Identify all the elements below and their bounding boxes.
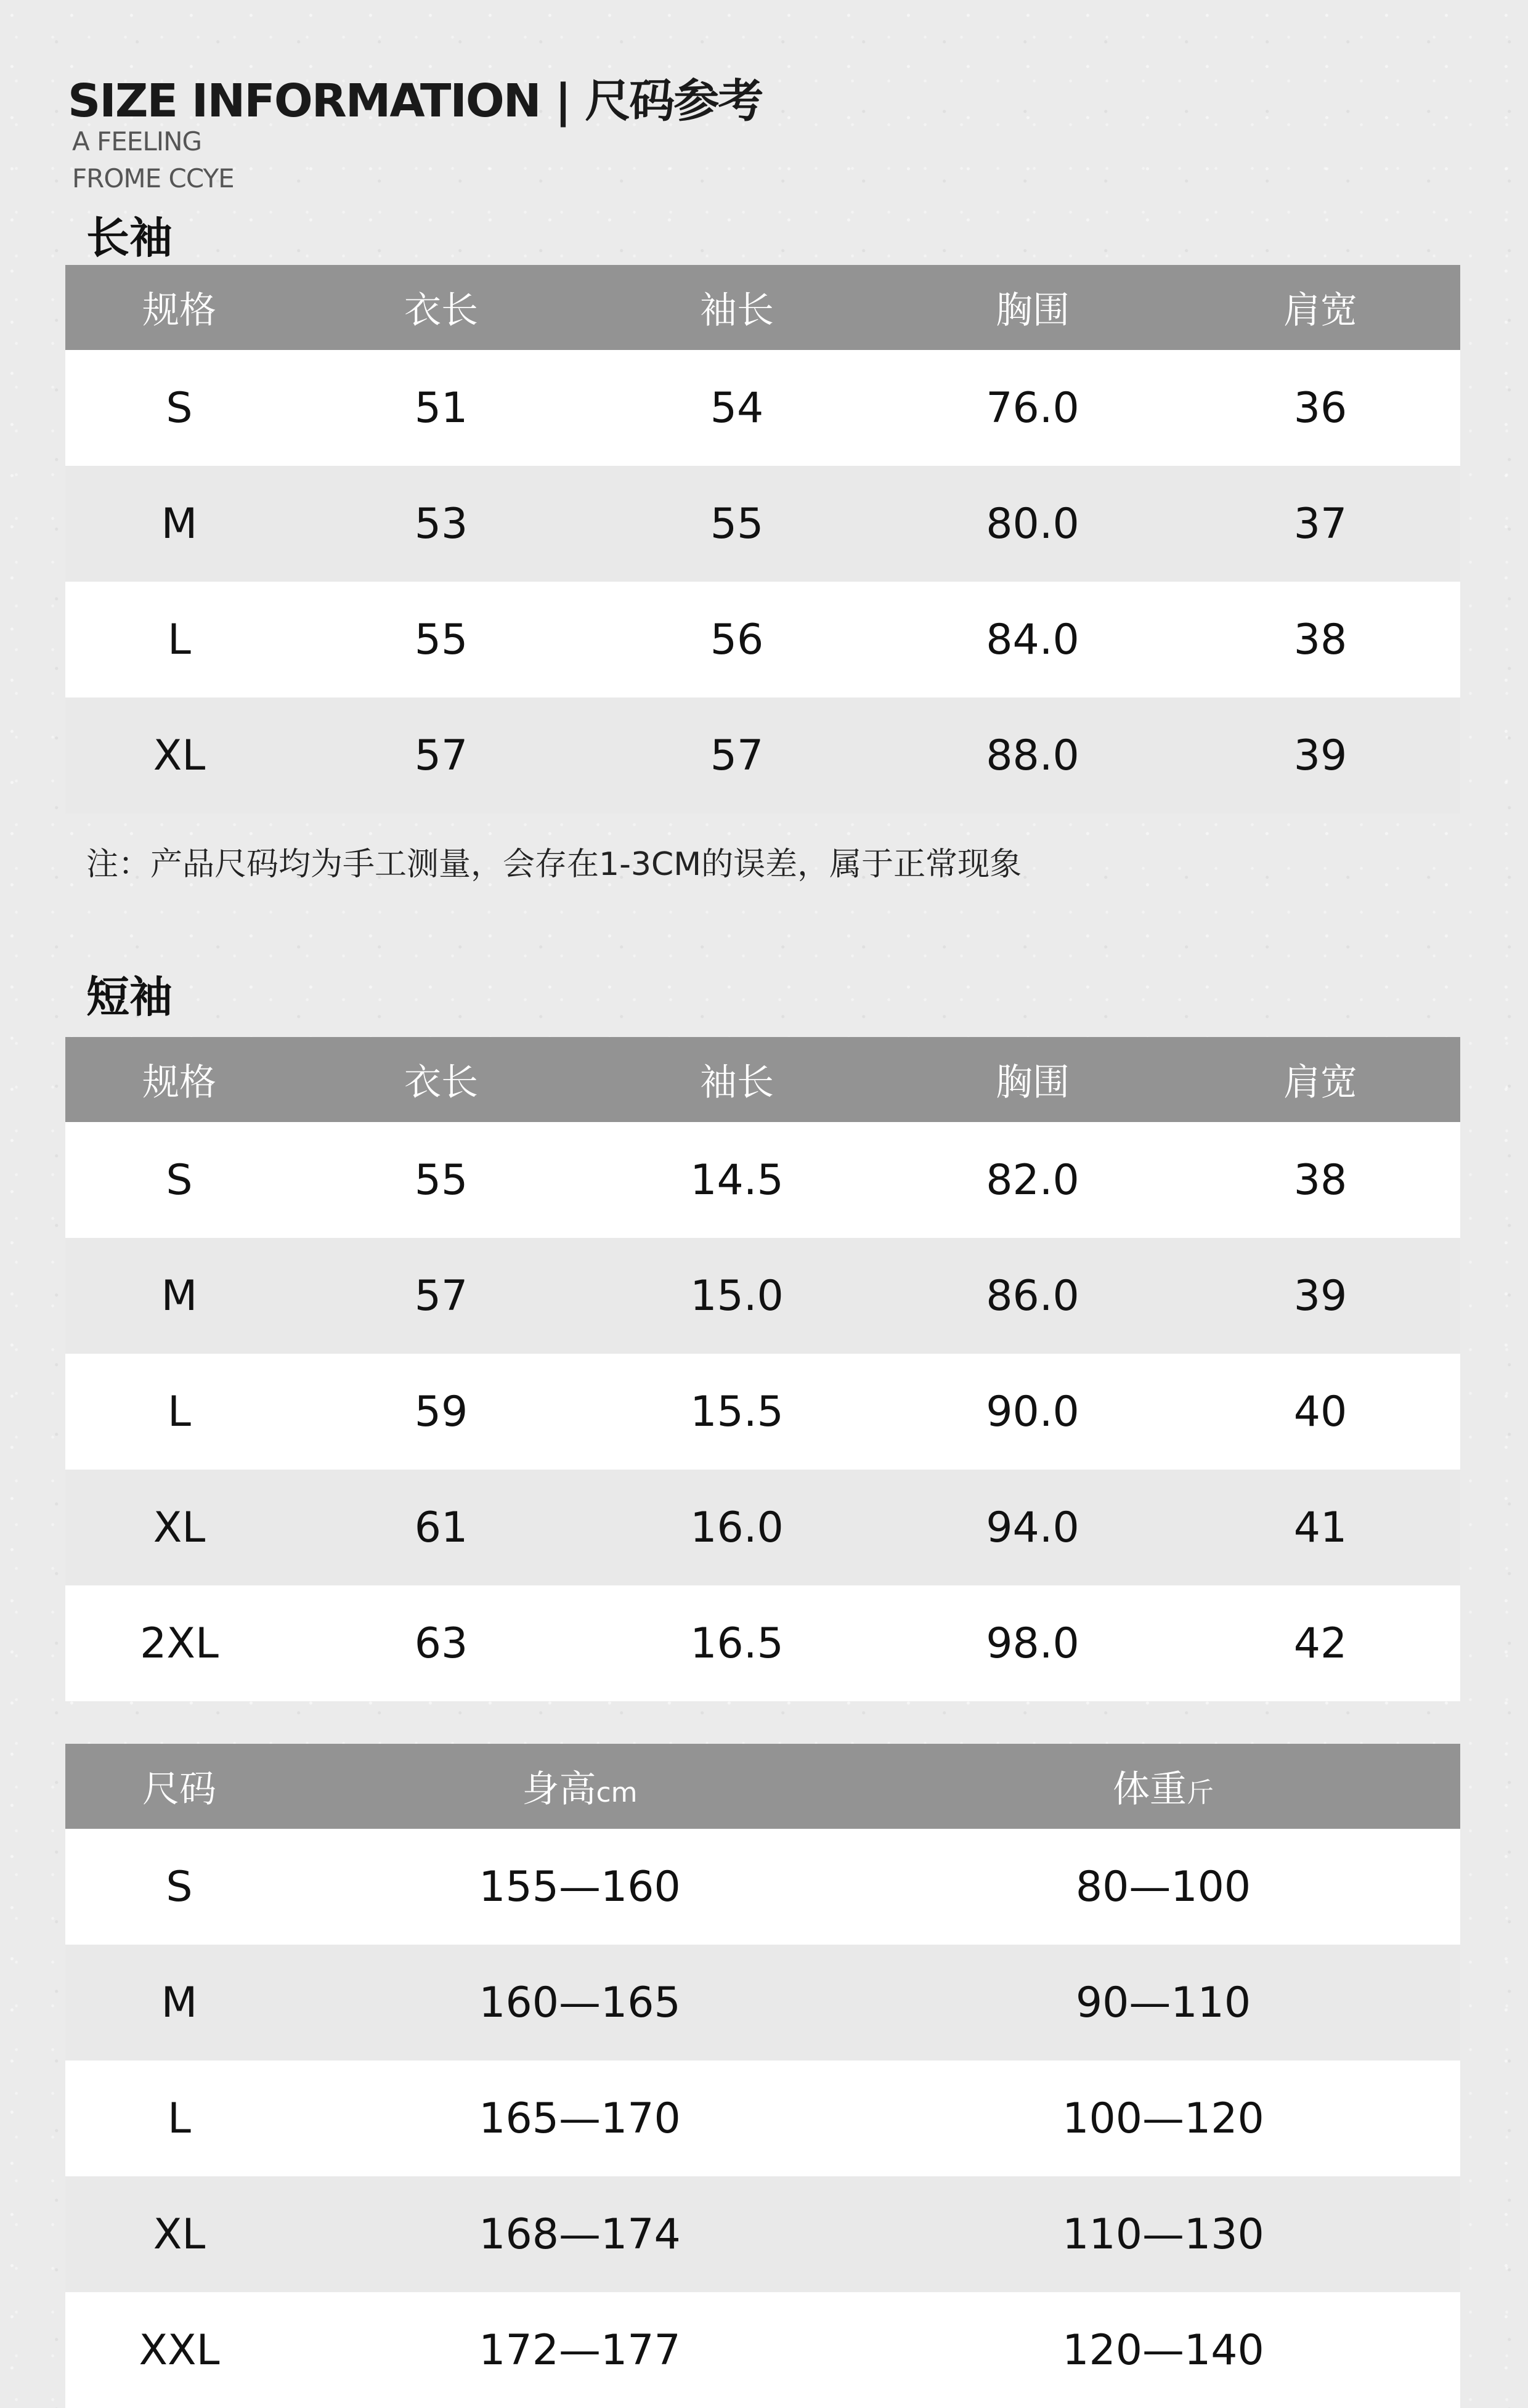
table-row <box>65 466 1460 582</box>
cell-length: 61 <box>293 1470 589 1585</box>
short-sleeve-title: 短袖 <box>86 972 173 1022</box>
cell-size: XL <box>65 1470 293 1585</box>
cell-height: 160—165 <box>293 1945 866 2060</box>
cell-length: 63 <box>293 1585 589 1701</box>
cell-weight: 90—110 <box>866 1945 1460 2060</box>
short-sleeve-size-table <box>65 1037 1460 1701</box>
col-header-size: 规格 <box>65 265 293 350</box>
cell-chest: 88.0 <box>885 698 1181 813</box>
table-header-row <box>65 265 1460 350</box>
long-sleeve-title: 长袖 <box>86 213 173 263</box>
cell-chest: 90.0 <box>885 1354 1181 1470</box>
cell-size: S <box>65 1829 293 1945</box>
table-row <box>65 350 1460 466</box>
table-row <box>65 2176 1460 2292</box>
page-title: SIZE INFORMATION | 尺码参考 <box>68 75 763 128</box>
col-header-chest: 胸围 <box>885 1037 1181 1122</box>
table-row <box>65 2060 1460 2176</box>
cell-shoulder: 42 <box>1181 1585 1460 1701</box>
col-header-height <box>293 1744 866 1829</box>
cell-shoulder: 41 <box>1181 1470 1460 1585</box>
cell-weight: 110—130 <box>866 2176 1460 2292</box>
cell-length: 57 <box>293 1238 589 1354</box>
cell-length: 57 <box>293 698 589 813</box>
cell-shoulder: 37 <box>1181 466 1460 582</box>
height-unit: cm <box>596 1777 638 1808</box>
brand-tagline-line2: FROME CCYE <box>72 163 234 193</box>
cell-shoulder: 36 <box>1181 350 1460 466</box>
cell-shoulder: 39 <box>1181 698 1460 813</box>
table-row <box>65 1354 1460 1470</box>
cell-length: 55 <box>293 582 589 698</box>
cell-chest: 84.0 <box>885 582 1181 698</box>
brand-tagline-line1: A FEELING <box>72 126 202 157</box>
cell-size: 2XL <box>65 1585 293 1701</box>
cell-chest: 76.0 <box>885 350 1181 466</box>
cell-size: XL <box>65 698 293 813</box>
cell-size: L <box>65 1354 293 1470</box>
fit-guide-table <box>65 1744 1460 2408</box>
col-header-weight <box>866 1744 1460 1829</box>
col-header-shoulder: 肩宽 <box>1181 265 1460 350</box>
cell-sleeve: 56 <box>589 582 885 698</box>
col-header-shoulder: 肩宽 <box>1181 1037 1460 1122</box>
table-header-row <box>65 1744 1460 1829</box>
cell-sleeve: 16.0 <box>589 1470 885 1585</box>
table-row <box>65 698 1460 813</box>
cell-height: 155—160 <box>293 1829 866 1945</box>
table-header-row <box>65 1037 1460 1122</box>
cell-sleeve: 15.0 <box>589 1238 885 1354</box>
cell-weight: 100—120 <box>866 2060 1460 2176</box>
cell-weight: 80—100 <box>866 1829 1460 1945</box>
cell-size: S <box>65 350 293 466</box>
cell-size: XXL <box>65 2292 293 2408</box>
cell-size: M <box>65 1945 293 2060</box>
table-row <box>65 1945 1460 2060</box>
cell-sleeve: 54 <box>589 350 885 466</box>
cell-shoulder: 38 <box>1181 582 1460 698</box>
cell-height: 165—170 <box>293 2060 866 2176</box>
col-header-size: 规格 <box>65 1037 293 1122</box>
col-header-length: 衣长 <box>293 265 589 350</box>
col-header-sleeve: 袖长 <box>589 1037 885 1122</box>
table-row <box>65 1829 1460 1945</box>
cell-sleeve: 15.5 <box>589 1354 885 1470</box>
cell-length: 59 <box>293 1354 589 1470</box>
table-row <box>65 1470 1460 1585</box>
cell-height: 168—174 <box>293 2176 866 2292</box>
col-header-size: 尺码 <box>65 1744 293 1829</box>
cell-length: 55 <box>293 1122 589 1238</box>
cell-chest: 80.0 <box>885 466 1181 582</box>
weight-unit: 斤 <box>1187 1777 1214 1808</box>
cell-length: 51 <box>293 350 589 466</box>
weight-label: 体重 <box>1113 1768 1187 1811</box>
cell-chest: 86.0 <box>885 1238 1181 1354</box>
table-row <box>65 1238 1460 1354</box>
measurement-note: 注：产品尺码均为手工测量，会存在1-3CM的误差，属于正常现象 <box>86 846 1022 883</box>
cell-chest: 94.0 <box>885 1470 1181 1585</box>
cell-weight: 120—140 <box>866 2292 1460 2408</box>
cell-size: L <box>65 2060 293 2176</box>
cell-sleeve: 57 <box>589 698 885 813</box>
cell-size: M <box>65 1238 293 1354</box>
cell-sleeve: 14.5 <box>589 1122 885 1238</box>
table-row <box>65 2292 1460 2408</box>
col-header-sleeve: 袖长 <box>589 265 885 350</box>
cell-sleeve: 55 <box>589 466 885 582</box>
cell-shoulder: 39 <box>1181 1238 1460 1354</box>
table-row <box>65 1585 1460 1701</box>
cell-size: M <box>65 466 293 582</box>
col-header-chest: 胸围 <box>885 265 1181 350</box>
cell-shoulder: 38 <box>1181 1122 1460 1238</box>
cell-height: 172—177 <box>293 2292 866 2408</box>
cell-size: L <box>65 582 293 698</box>
cell-shoulder: 40 <box>1181 1354 1460 1470</box>
table-row <box>65 582 1460 698</box>
cell-chest: 98.0 <box>885 1585 1181 1701</box>
long-sleeve-size-table <box>65 265 1460 813</box>
table-row <box>65 1122 1460 1238</box>
col-header-length: 衣长 <box>293 1037 589 1122</box>
height-label: 身高 <box>522 1768 596 1811</box>
cell-size: XL <box>65 2176 293 2292</box>
cell-sleeve: 16.5 <box>589 1585 885 1701</box>
cell-length: 53 <box>293 466 589 582</box>
cell-size: S <box>65 1122 293 1238</box>
cell-chest: 82.0 <box>885 1122 1181 1238</box>
